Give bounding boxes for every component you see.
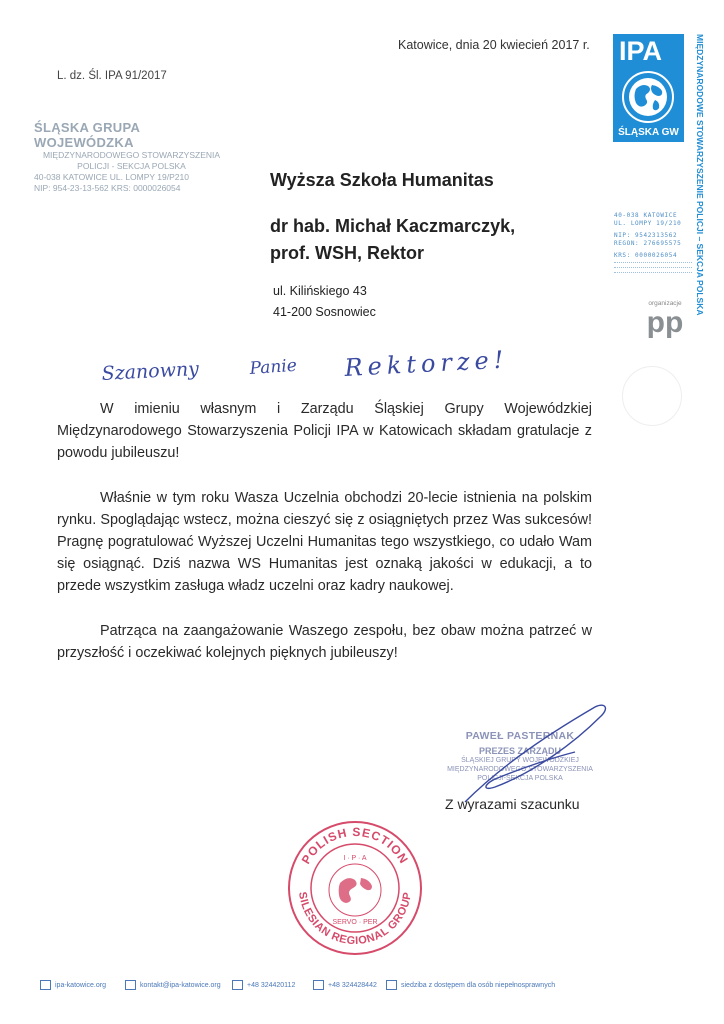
handwritten-greeting [100,340,540,395]
stamp-ring-bottom: SILESIAN REGIONAL GROUP [296,891,414,948]
addressee-person-line: prof. WSH, Rektor [270,243,425,263]
footer-accessibility-text: siedziba z dostępem dla osób niepełnosprawnych [401,981,556,989]
sponsor-mark: pp [646,306,684,339]
addressee-school: Wyższa Szkoła Humanitas [270,170,494,190]
place-date: Katowice, dnia 20 kwiecień 2017 r. [398,38,590,52]
faint-stamp-mark [622,366,682,426]
footer-email[interactable] [125,980,221,990]
footer-phone [232,980,295,990]
footer-phone-text: +48 324420112 [247,981,296,989]
footer-web[interactable] [40,980,106,990]
addressee-city: 41-200 Sosnowiec [273,305,376,319]
sponsor-caption: organizacje [648,300,682,307]
org-stamp-title: ŚLĄSKA GRUPA WOJEWÓDZKA [34,120,140,150]
closing-phrase: Z wyrazami szacunku [445,796,580,812]
signatory-role: PREZES ZARZĄDU [478,746,561,756]
letter-body [57,398,592,687]
footer-email-text[interactable]: kontakt@ipa-katowice.org [140,981,221,989]
globe-icon [40,980,51,990]
stamp-ring-top: POLISH SECTION [298,824,412,867]
vertical-org-name [690,34,708,384]
signatory-name: PAWEŁ PASTERNAK [465,730,575,742]
addressee-person [270,213,590,267]
greeting-word: Szanowny [101,357,200,385]
stamp-center-top: I · P · A [343,855,367,862]
globe-icon [619,69,677,125]
side-info-line: NIP: 9542313562 [614,232,678,239]
org-stamp-ids: NIP: 954-23-13-562 KRS: 0000026054 [34,183,181,193]
footer-fax-text: +48 324428442 [328,981,377,989]
org-stamp-address: 40-038 KATOWICE UL. LOMPY 19/P210 [34,172,189,182]
signature-stamp-line: MIĘDZYNARODOWEGO STOWARZYSZENIA [447,766,593,773]
fax-icon [313,980,324,990]
side-info-fineprint [614,262,692,277]
org-stamp-line: MIĘDZYNARODOWEGO STOWARZYSZENIA [42,150,221,160]
envelope-icon [125,980,136,990]
addressee-person-line: dr hab. Michał Kaczmarczyk, [270,216,516,236]
organization-stamp [34,120,229,194]
reference-number: L. dz. Śl. IPA 91/2017 [57,70,167,82]
greeting-word: Panie [248,355,298,379]
ipa-region: ŚLĄSKA GW [618,127,679,138]
body-paragraph: Właśnie w tym roku Wasza Uczelnia obchodzi 20-lecie istnienia na polskim rynku. Spoglądając wstecz, można cieszyć się z osiągniętych przez Was sukcesów! Pragnę pogratulować Wyższej Uczelni Humanitas tego wszystkiego, co udało Wam się osiągnąć. Dziś nazwa WS Humanitas jest oznaką jakości w edukacji, a to przede wszystkim zasługa władz uczelni oraz kadry naukowej. [57,490,592,594]
side-info-line: KRS: 0000026054 [614,252,678,259]
side-info-block [614,212,692,277]
ipa-logo [613,34,684,142]
body-paragraph: Patrząca na zaangażowanie Waszego zespołu, bez obaw można patrzeć w przyszłość i oczekiwać kolejnych pięknych jubileuszy! [57,623,592,661]
ipa-acronym: IPA [619,36,663,66]
phone-icon [232,980,243,990]
side-info-line: REGON: 276695575 [614,240,682,247]
side-info-line: UL. LOMPY 19/210 [614,220,682,227]
signature-stamp-line: POLICJI-SEKCJA POLSKA [477,775,563,782]
side-info-line: 40-038 KATOWICE [614,212,678,219]
vertical-org-text: MIĘDZYNARODOWE STOWARZYSZENIE POLICJI – SEKCJA POLSKA [695,34,705,316]
footer-web-text[interactable]: ipa-katowice.org [55,981,106,989]
red-section-stamp [285,818,425,958]
wheelchair-icon [386,980,397,990]
addressee-block [270,170,590,323]
footer-fax [313,980,377,990]
addressee-street: ul. Kilińskiego 43 [273,284,367,298]
sponsor-logo [640,300,690,337]
addressee-address [270,281,590,323]
signature-stamp-line: ŚLĄSKIEJ GRUPY WOJEWÓDZKIEJ [461,757,579,764]
footer-accessibility [386,980,555,990]
org-stamp-line: POLICJI - SEKCJA POLSKA [77,161,186,171]
stamp-center-bottom: SERVO · PER [332,919,378,926]
body-paragraph: W imieniu własnym i Zarządu Śląskiej Grupy Wojewódzkiej Międzynarodowego Stowarzyszenia Policji IPA w Katowicach składam gratulacje z powodu jubileuszu! [57,401,592,461]
greeting-word: Rektorze! [343,345,509,382]
